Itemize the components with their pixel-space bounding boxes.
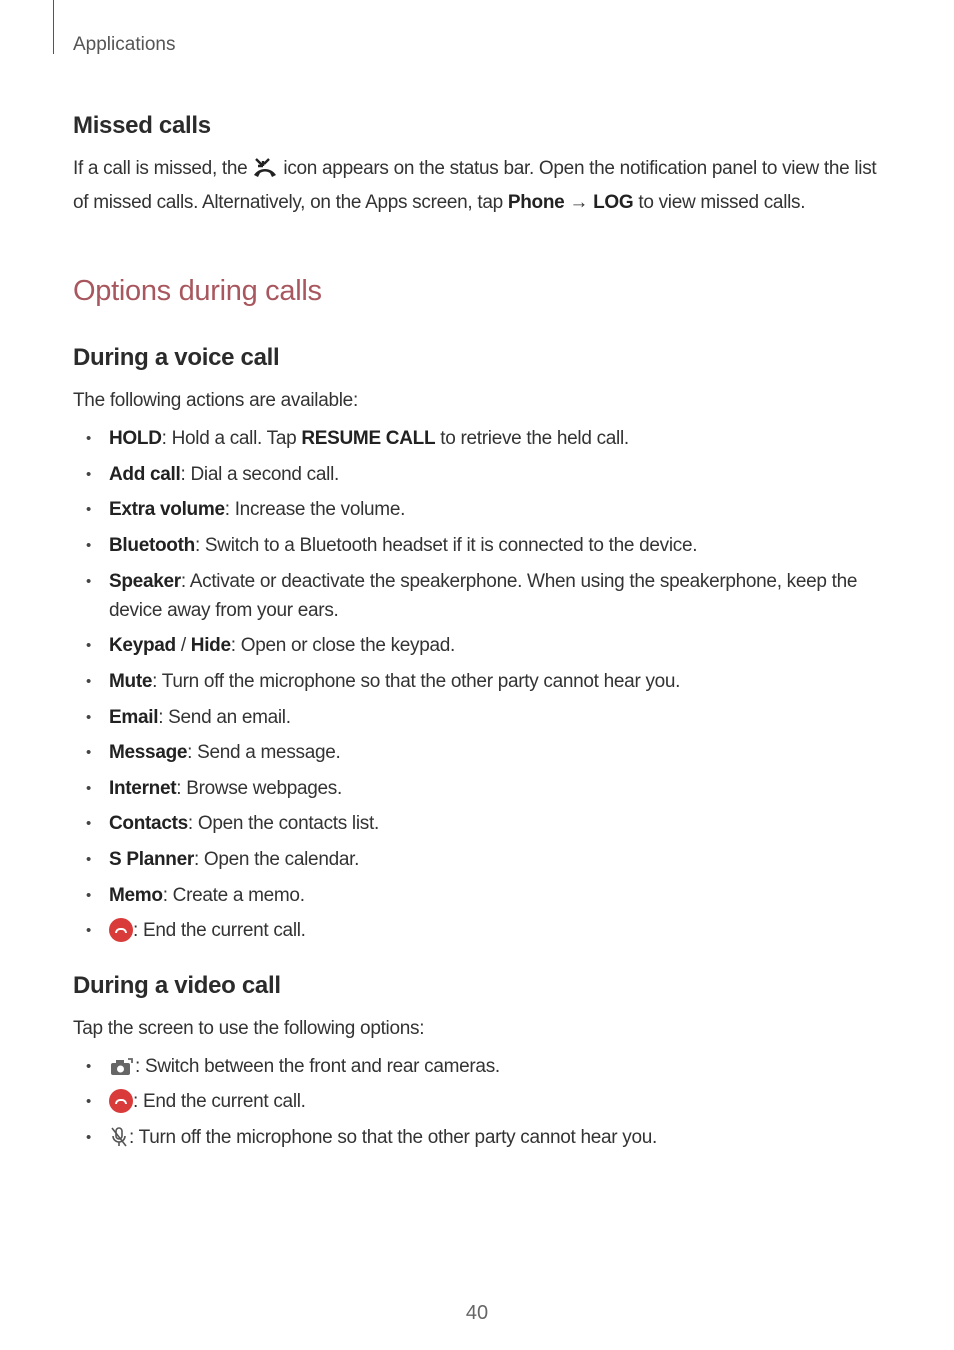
end-call-icon: [109, 918, 133, 942]
end-call-icon: [109, 1089, 133, 1113]
phone-term: Phone: [507, 192, 565, 213]
video-intro: Tap the screen to use the following options:: [73, 1018, 425, 1039]
voice-call-heading: During a voice call: [73, 344, 280, 371]
missed-calls-paragraph: If a call is missed, the icon appears on the status bar. Open the notification panel to view the list of missed calls. Alternatively, on the Apps screen, tap Phone → LOG to view missed calls.: [73, 158, 877, 213]
header-divider: [53, 0, 54, 54]
missed-call-icon: [252, 157, 278, 188]
video-call-heading: During a video call: [73, 972, 281, 999]
missed-calls-heading: Missed calls: [73, 112, 211, 139]
page-number: 40: [465, 1302, 489, 1324]
mute-mic-icon: [109, 1126, 129, 1157]
switch-camera-icon: [109, 1057, 135, 1086]
voice-intro: The following actions are available:: [73, 390, 358, 411]
log-term: LOG: [593, 192, 634, 213]
section-label: Applications: [73, 34, 176, 55]
options-heading: Options during calls: [73, 275, 322, 307]
